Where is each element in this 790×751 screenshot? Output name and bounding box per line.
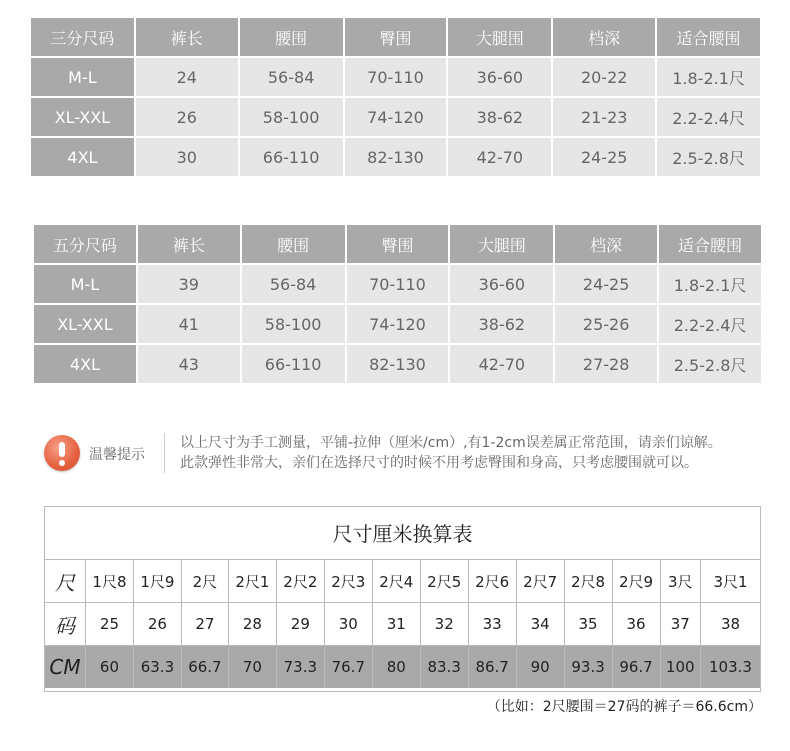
conversion-row — [45, 560, 760, 603]
conversion-cell: 28 — [228, 603, 276, 646]
table-cell: 58-100 — [240, 98, 343, 136]
conversion-cell: 86.7 — [468, 646, 516, 689]
table-cell: 24-25 — [553, 138, 655, 176]
conversion-cell: 36 — [612, 603, 660, 646]
table-cell: 66-110 — [240, 138, 343, 176]
conversion-row-label: CM — [45, 646, 86, 689]
size-label: 4XL — [31, 138, 134, 176]
conversion-row-label: 尺 — [45, 560, 86, 603]
table-cell: 56-84 — [240, 58, 343, 96]
table-row — [34, 305, 761, 343]
notice-text — [180, 433, 722, 473]
table-cell: 26 — [136, 98, 238, 136]
conversion-cell: 100 — [660, 646, 701, 689]
conversion-cell: 83.3 — [420, 646, 468, 689]
table-cell: 1.8-2.1尺 — [659, 265, 761, 303]
conversion-cell: 76.7 — [324, 646, 372, 689]
table-cell: 1.8-2.1尺 — [657, 58, 760, 96]
conversion-cell: 93.3 — [564, 646, 612, 689]
conversion-cell: 80 — [372, 646, 420, 689]
header-cell: 裤长 — [138, 225, 240, 263]
table-cell: 20-22 — [553, 58, 655, 96]
header-cell: 三分尺码 — [31, 18, 134, 56]
header-cell: 档深 — [555, 225, 657, 263]
conversion-cell: 30 — [324, 603, 372, 646]
table-cell: 70-110 — [345, 58, 447, 96]
conversion-cell: 2尺8 — [564, 560, 612, 603]
header-cell: 大腿围 — [450, 225, 553, 263]
conversion-cell: 32 — [420, 603, 468, 646]
table-cell: 25-26 — [555, 305, 657, 343]
conversion-table — [45, 560, 760, 688]
table-cell: 21-23 — [553, 98, 655, 136]
table-cell: 2.2-2.4尺 — [659, 305, 761, 343]
header-cell: 档深 — [553, 18, 655, 56]
header-cell: 臀围 — [345, 18, 447, 56]
conversion-row — [45, 603, 760, 646]
table-cell: 39 — [138, 265, 240, 303]
table-cell: 38-62 — [448, 98, 551, 136]
conversion-cell: 38 — [701, 603, 761, 646]
table-cell: 38-62 — [450, 305, 553, 343]
notice-line: 此款弹性非常大，亲们在选择尺寸的时候不用考虑臀围和身高，只考虑腰围就可以。 — [180, 455, 698, 471]
table-cell: 70-110 — [347, 265, 449, 303]
table-header-row — [31, 18, 760, 56]
conversion-cell: 3尺1 — [701, 560, 761, 603]
conversion-cell: 2尺2 — [276, 560, 324, 603]
conversion-cell: 2尺5 — [420, 560, 468, 603]
conversion-cell: 63.3 — [133, 646, 181, 689]
conversion-cell: 2尺9 — [612, 560, 660, 603]
conversion-cell: 2尺7 — [516, 560, 564, 603]
conversion-row-label: 码 — [45, 603, 86, 646]
conversion-cell: 2尺1 — [228, 560, 276, 603]
table-row — [34, 265, 761, 303]
conversion-cell: 35 — [564, 603, 612, 646]
conversion-title: 尺寸厘米换算表 — [45, 507, 760, 560]
table-cell: 43 — [138, 345, 240, 383]
size-label: XL-XXL — [34, 305, 136, 343]
conversion-cell: 1尺8 — [86, 560, 134, 603]
header-cell: 裤长 — [136, 18, 238, 56]
notice-label: 温馨提示 — [89, 447, 145, 463]
notice-line: 以上尺寸为手工测量，平铺-拉伸（厘米/cm）,有1-2cm误差属正常范围，请亲们谅解。 — [180, 435, 722, 451]
table-cell: 82-130 — [345, 138, 447, 176]
table-cell: 2.5-2.8尺 — [659, 345, 761, 383]
table-cell: 30 — [136, 138, 238, 176]
header-cell: 适合腰围 — [657, 18, 760, 56]
size-label: M-L — [31, 58, 134, 96]
header-cell: 五分尺码 — [34, 225, 136, 263]
conversion-cell: 29 — [276, 603, 324, 646]
conversion-table-box — [44, 506, 761, 692]
table-row — [31, 58, 760, 96]
header-cell: 适合腰围 — [659, 225, 761, 263]
conversion-cell: 3尺 — [660, 560, 701, 603]
conversion-cell: 2尺3 — [324, 560, 372, 603]
table-cell: 56-84 — [242, 265, 345, 303]
table-cell: 82-130 — [347, 345, 449, 383]
table-cell: 41 — [138, 305, 240, 343]
conversion-cell: 33 — [468, 603, 516, 646]
table-cell: 42-70 — [450, 345, 553, 383]
table-cell: 2.5-2.8尺 — [657, 138, 760, 176]
table-cell: 2.2-2.4尺 — [657, 98, 760, 136]
conversion-cell: 27 — [181, 603, 228, 646]
conversion-cell: 90 — [516, 646, 564, 689]
conversion-cell: 73.3 — [276, 646, 324, 689]
size-table-half — [32, 223, 763, 385]
conversion-cell: 66.7 — [181, 646, 228, 689]
table-cell: 36-60 — [450, 265, 553, 303]
table-header-row — [34, 225, 761, 263]
conversion-cell: 96.7 — [612, 646, 660, 689]
conversion-cell: 103.3 — [701, 646, 761, 689]
table-cell: 74-120 — [347, 305, 449, 343]
example-note: （比如：2尺腰围＝27码的裤子＝66.6cm） — [486, 699, 762, 715]
header-cell: 大腿围 — [448, 18, 551, 56]
table-cell: 36-60 — [448, 58, 551, 96]
table-cell: 24-25 — [555, 265, 657, 303]
conversion-cell: 2尺4 — [372, 560, 420, 603]
exclamation-icon — [44, 435, 80, 471]
conversion-cell: 2尺6 — [468, 560, 516, 603]
notice-divider — [164, 433, 165, 473]
table-cell: 58-100 — [242, 305, 345, 343]
notice-box — [44, 433, 774, 481]
table-row — [31, 98, 760, 136]
conversion-cell: 34 — [516, 603, 564, 646]
header-cell: 腰围 — [240, 18, 343, 56]
size-label: M-L — [34, 265, 136, 303]
size-label: XL-XXL — [31, 98, 134, 136]
conversion-cell: 2尺 — [181, 560, 228, 603]
header-cell: 臀围 — [347, 225, 449, 263]
conversion-cell: 1尺9 — [133, 560, 181, 603]
table-cell: 27-28 — [555, 345, 657, 383]
conversion-cell: 31 — [372, 603, 420, 646]
conversion-row — [45, 646, 760, 689]
conversion-cell: 70 — [228, 646, 276, 689]
size-table-three-quarter — [29, 16, 762, 178]
table-row — [34, 345, 761, 383]
conversion-cell: 25 — [86, 603, 134, 646]
table-cell: 24 — [136, 58, 238, 96]
size-label: 4XL — [34, 345, 136, 383]
table-cell: 66-110 — [242, 345, 345, 383]
conversion-cell: 26 — [133, 603, 181, 646]
table-row — [31, 138, 760, 176]
conversion-cell: 37 — [660, 603, 701, 646]
header-cell: 腰围 — [242, 225, 345, 263]
table-cell: 74-120 — [345, 98, 447, 136]
conversion-cell: 60 — [86, 646, 134, 689]
table-cell: 42-70 — [448, 138, 551, 176]
